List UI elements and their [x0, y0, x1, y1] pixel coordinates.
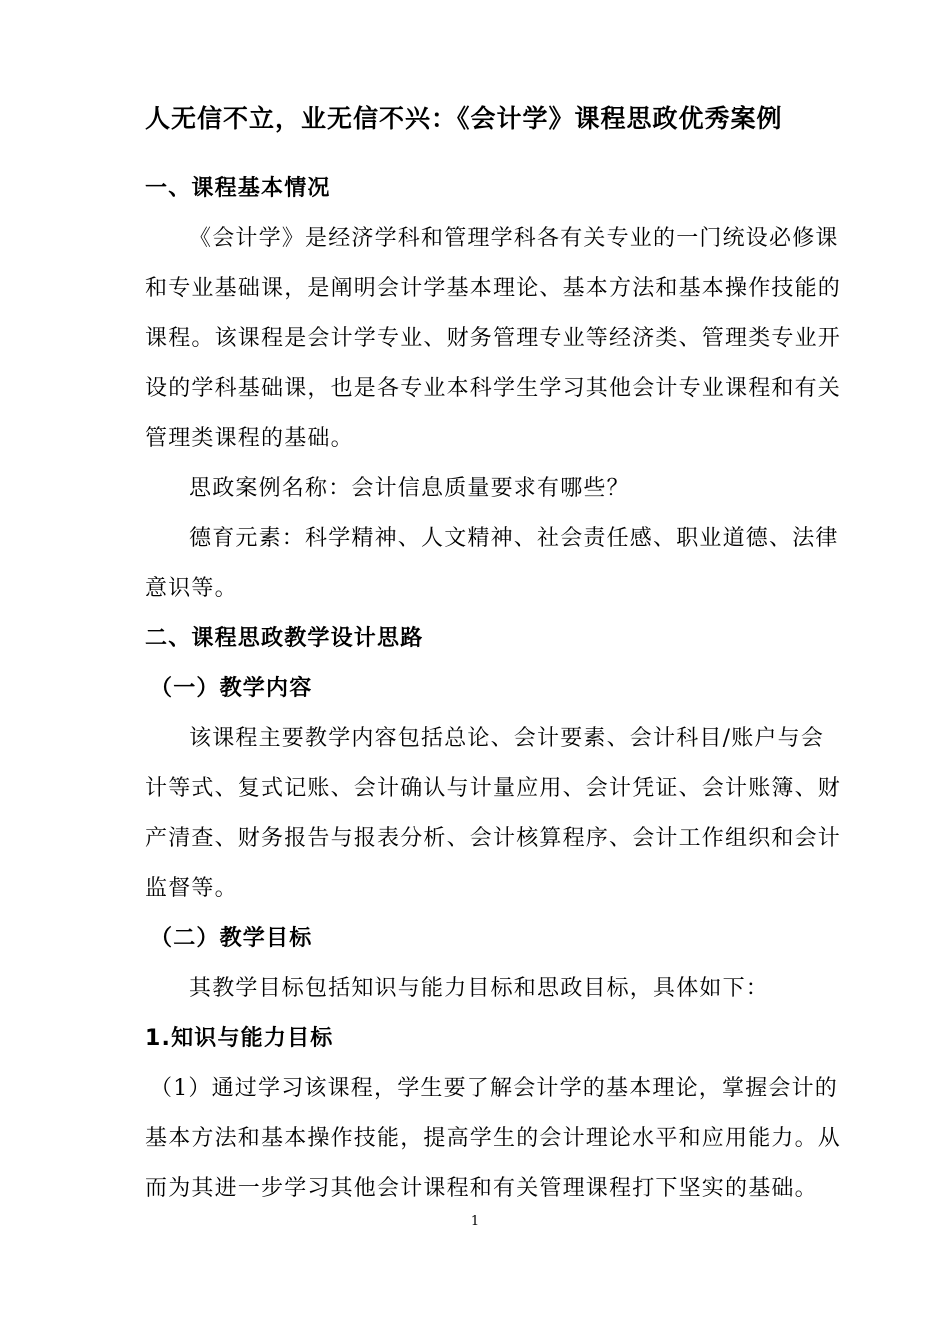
point-heading-knowledge: 1.知识与能力目标: [145, 1026, 334, 1051]
paragraph-line: 管理类课程的基础。: [145, 426, 354, 451]
paragraph-line: 课程。该课程是会计学专业、财务管理专业等经济类、管理类专业开: [145, 326, 842, 351]
subsection-heading-content: （一）教学内容: [150, 676, 313, 701]
case-name: 思政案例名称：会计信息质量要求有哪些？: [189, 476, 630, 501]
section-heading-1: 一、课程基本情况: [145, 176, 331, 201]
document-title: 人无信不立，业无信不兴：《会计学》课程思政优秀案例: [145, 104, 783, 133]
paragraph-line: 《会计学》是经济学科和管理学科各有关专业的一门统设必修课: [189, 226, 839, 251]
paragraph-line: 设的学科基础课，也是各专业本科学生学习其他会计专业课程和有关: [145, 376, 842, 401]
paragraph-line: 而为其进一步学习其他会计课程和有关管理课程打下坚实的基础。: [145, 1176, 818, 1201]
subsection-heading-goals: （二）教学目标: [150, 926, 313, 951]
section-heading-2: 二、课程思政教学设计思路: [145, 626, 424, 651]
paragraph-line: 基本方法和基本操作技能，提高学生的会计理论水平和应用能力。从: [145, 1126, 842, 1151]
paragraph-line: 计等式、复式记账、会计确认与计量应用、会计凭证、会计账簿、财: [145, 776, 842, 801]
paragraph-line: 和专业基础课，是阐明会计学基本理论、基本方法和基本操作技能的: [145, 276, 842, 301]
paragraph-line: （1）通过学习该课程，学生要了解会计学的基本理论，掌握会计的: [150, 1076, 838, 1101]
paragraph-line: 产清查、财务报告与报表分析、会计核算程序、会计工作组织和会计: [145, 826, 842, 851]
paragraph-line: 监督等。: [145, 876, 238, 901]
moral-elements-line: 德育元素：科学精神、人文精神、社会责任感、职业道德、法律: [189, 526, 839, 551]
page-number: 1: [470, 1214, 480, 1229]
paragraph-line: 该课程主要教学内容包括总论、会计要素、会计科目/账户与会: [189, 726, 825, 751]
moral-elements-line: 意识等。: [145, 576, 238, 601]
goals-intro: 其教学目标包括知识与能力目标和思政目标，具体如下：: [189, 976, 770, 1001]
